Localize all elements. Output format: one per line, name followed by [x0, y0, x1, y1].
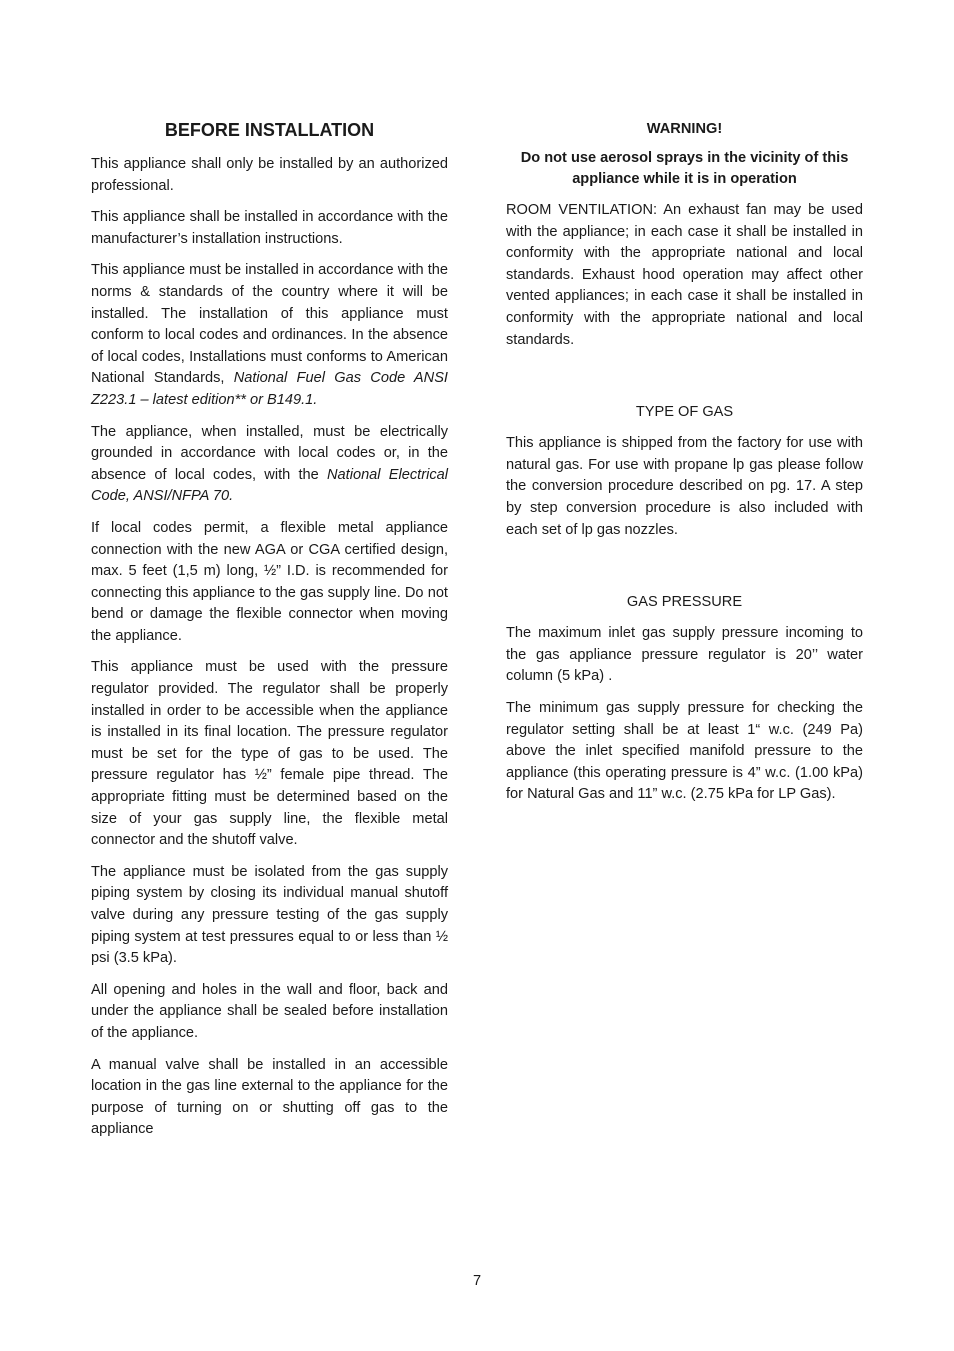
paragraph-pressure-regulator: This appliance must be used with the pressure regulator provided. The regulator shall be properly installed in order to be accessible when the appliance is installed in its final location. The pressure regulator must be set for the type of gas to be used. The pressure regulator has ½” female pipe thread. The appropriate fitting must be determined based on the size of your gas supply line, the flexible metal connector and the shutoff valve.: [91, 659, 448, 849]
paragraph-max-inlet-pressure: The maximum inlet gas supply pressure incoming to the gas appliance pressure regulator is 20’’ water column (5 kPa) .: [506, 625, 863, 685]
paragraph-norms-standards: [91, 260, 448, 411]
section-title-gas-pressure: GAS PRESSURE: [626, 594, 743, 611]
paragraph-type-of-gas: This appliance is shipped from the factory for use with natural gas. For use with propane lp gas please follow the conversion procedure described on pg. 17. A step by step conversion procedure is also included with each set of lp gas nozzles.: [506, 435, 863, 538]
paragraph-italic-reference: National Fuel Gas Code ANSI Z223.1 – latest edition** or B149.1.: [91, 370, 448, 408]
spacer: [506, 361, 863, 401]
paragraph-text: The appliance, when installed, must be electrically grounded in accordance with local codes or, in the absence of local codes, with the: [91, 423, 448, 483]
page-number: 7: [472, 1273, 482, 1289]
paragraph-text: This appliance must be installed in accordance with the norms & standards of the country where it will be installed. The installation of this appliance must conform to local codes and ordinances. In the absence of local codes, Installations must conforms to American National Standards,: [91, 262, 448, 387]
warning-text: Do not use aerosol sprays in the vicinity of this appliance while it is in operation: [520, 150, 849, 187]
paragraph-room-ventilation: ROOM VENTILATION: An exhaust fan may be used with the appliance; in each case it shall be installed in conformity with the appropriate national and local standards. Exhaust hood operation may affect other vented appliances; in each case it shall be installed in conformity with the appropriate national and local standards.: [506, 202, 863, 348]
spacer: [506, 551, 863, 591]
right-column: [506, 118, 863, 816]
paragraph-flexible-connector: If local codes permit, a flexible metal appliance connection with the new AGA or CGA certified design, max. 5 feet (1,5 m) long, ½” I.D. is recommended for connecting this appliance to the gas supply line. Do not bend or damage the flexible connector when moving the appliance.: [91, 519, 448, 644]
paragraph-manufacturer-instructions: This appliance shall be installed in accordance with the manufacturer’s installation instructions.: [91, 209, 448, 247]
paragraph-min-supply-pressure: The minimum gas supply pressure for checking the regulator setting shall be at least 1“ w.c. (249 Pa) above the inlet specified manifold pressure to the appliance (this operating pressure is 4” w.c. (1.00 kPa) for Natural Gas and 11” w.c. (2.75 kPa for LP Gas).: [506, 699, 863, 803]
paragraph-electrical-grounding: [91, 422, 448, 508]
paragraph-authorized-professional: This appliance shall only be installed by an authorized professional.: [91, 156, 448, 194]
left-column: [91, 118, 448, 1151]
section-title-type-of-gas: TYPE OF GAS: [635, 404, 734, 421]
paragraph-isolation-testing: The appliance must be isolated from the gas supply piping system by closing its individual manual shutoff valve during any pressure testing of the gas supply piping system at test pressures equal to or less than ½ psi (3.5 kPa).: [91, 863, 448, 967]
warning-title: WARNING!: [646, 121, 723, 137]
paragraph-italic-reference: National Electrical Code, ANSI/NFPA 70.: [91, 466, 448, 505]
section-title-before-installation: BEFORE INSTALLATION: [164, 120, 375, 140]
paragraph-manual-valve: A manual valve shall be installed in an accessible location in the gas line external to the appliance for the purpose of turning on or shutting off gas to the appliance: [91, 1056, 448, 1138]
paragraph-sealing-holes: All opening and holes in the wall and floor, back and under the appliance shall be sealed before installation of the appliance.: [91, 981, 448, 1041]
